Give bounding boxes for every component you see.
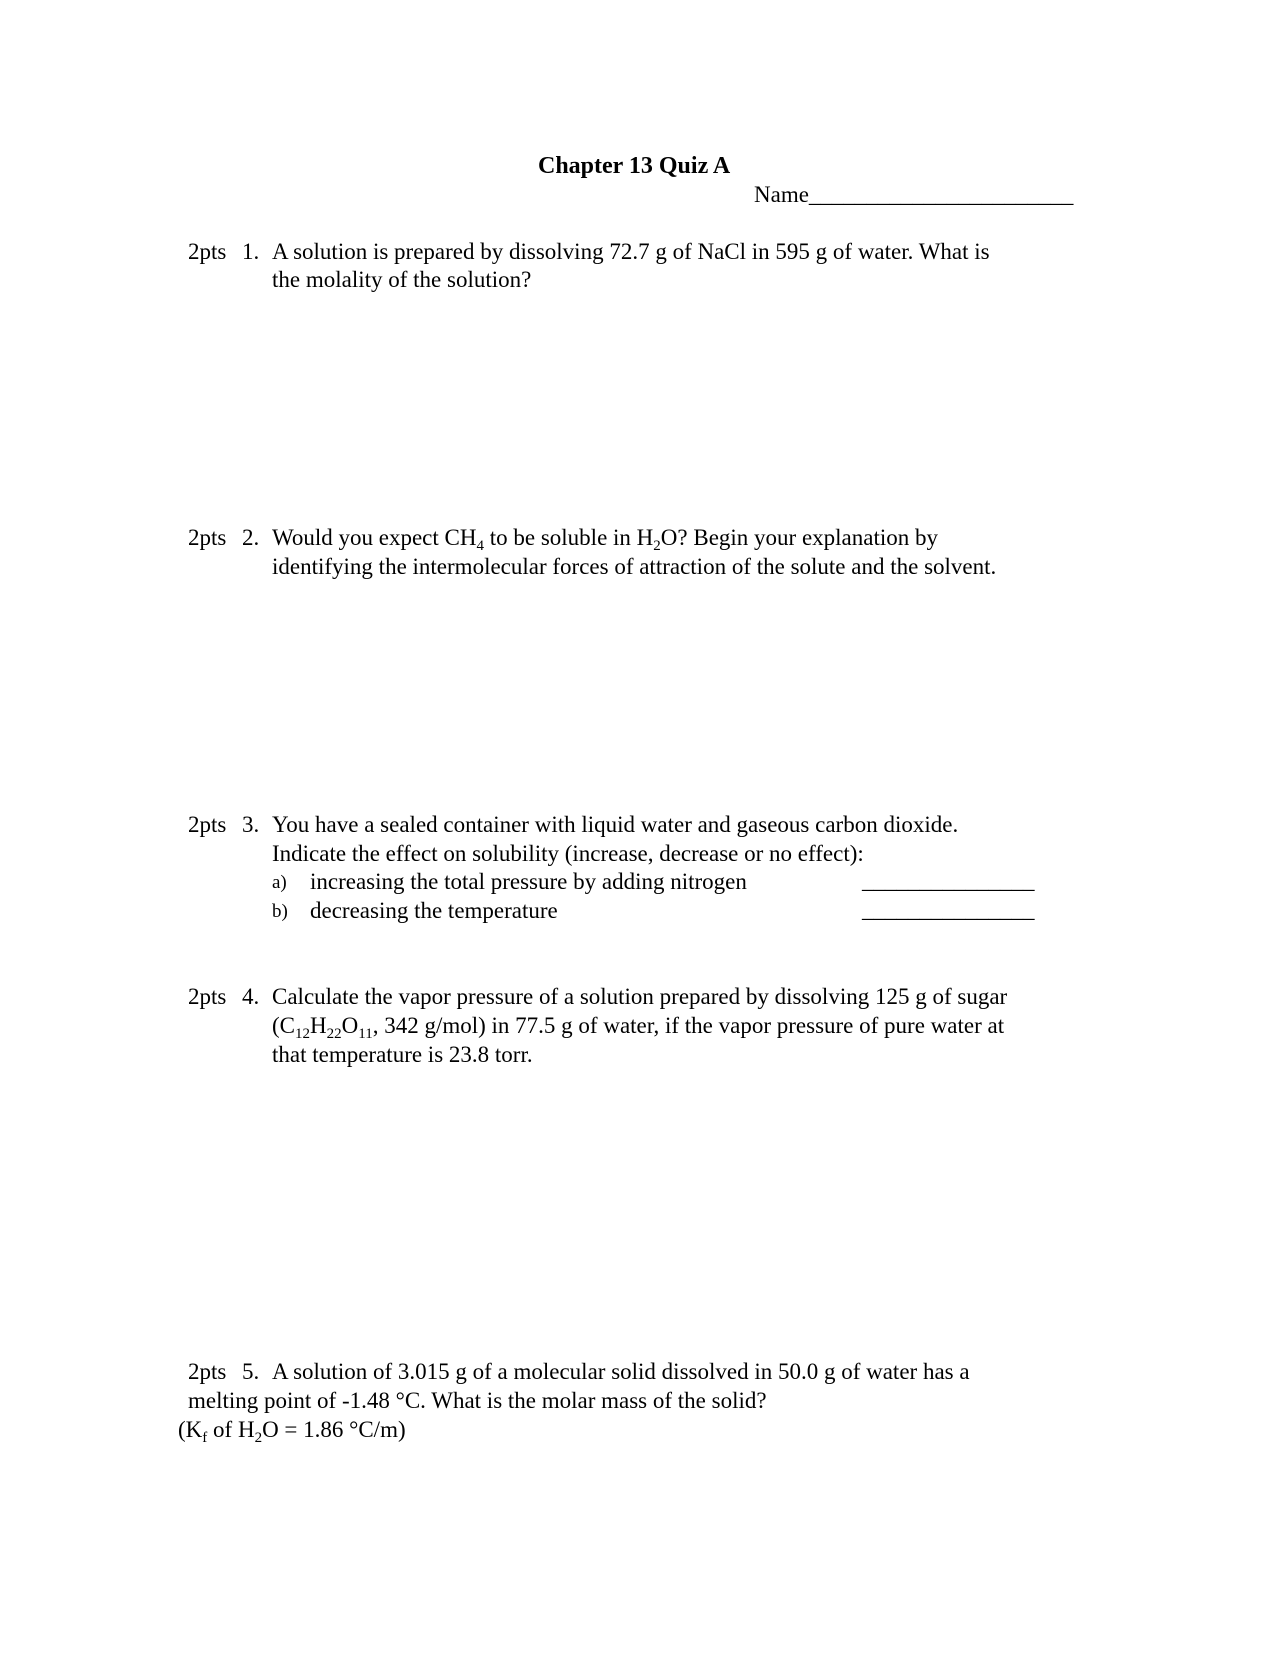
question-2-text-line-2: identifying the intermolecular forces of attraction of the solute and the solvent. [272, 554, 997, 579]
question-4-text-part: O [341, 1013, 359, 1038]
subscript: 22 [326, 1026, 342, 1042]
question-1-number: 1. [242, 239, 260, 264]
question-1-text-line-1: A solution is prepared by dissolving 72.7 g of NaCl in 595 g of water. What is [272, 239, 990, 264]
option-b-answer-blank[interactable]: _______________ [862, 897, 1035, 922]
question-5-text-line-1: A solution of 3.015 g of a molecular solid dissolved in 50.0 g of water has a [272, 1359, 970, 1384]
question-5-text-part: (K [178, 1417, 203, 1442]
question-1-points: 2pts [188, 239, 227, 264]
question-2-text-part: to be soluble in H [483, 525, 654, 550]
question-4-text-part: (C [272, 1013, 295, 1038]
question-4-text-line-1: Calculate the vapor pressure of a solution prepared by dissolving 125 g of sugar [272, 984, 1008, 1009]
question-3-text-line-1: You have a sealed container with liquid water and gaseous carbon dioxide. [272, 812, 959, 837]
question-4-text-line-3: that temperature is 23.8 torr. [272, 1042, 533, 1067]
question-5-text-line-2: melting point of -1.48 °C. What is the molar mass of the solid? [188, 1388, 767, 1413]
quiz-title: Chapter 13 Quiz A [538, 153, 731, 179]
question-3-points: 2pts [188, 812, 227, 837]
question-4-points: 2pts [188, 984, 227, 1009]
question-5-text-part: O = 1.86 °C/m) [262, 1417, 406, 1442]
subscript: 11 [358, 1026, 373, 1042]
subscript: 4 [476, 538, 484, 554]
question-2-text-part: O? Begin your explanation by [660, 525, 938, 550]
question-4-text-part: , 342 g/mol) in 77.5 g of water, if the vapor pressure of pure water at [372, 1013, 1005, 1038]
question-3-number: 3. [242, 812, 260, 837]
question-4-text-part: H [310, 1013, 327, 1038]
question-5-text-part: of H [207, 1417, 255, 1442]
question-1-text-line-2: the molality of the solution? [272, 267, 532, 292]
name-field-label: Name_______________________ [754, 182, 1074, 207]
question-2-points: 2pts [188, 525, 227, 550]
option-a-letter: a) [272, 872, 287, 893]
subscript: 2 [254, 1430, 263, 1446]
subscript: 2 [653, 538, 661, 554]
option-b-text: decreasing the temperature [310, 898, 558, 923]
option-a-answer-blank[interactable]: _______________ [862, 868, 1035, 893]
question-5-text-line-3 [178, 1415, 406, 1453]
question-5-points: 2pts [188, 1359, 227, 1384]
question-3-text-line-2: Indicate the effect on solubility (increase, decrease or no effect): [272, 841, 864, 866]
question-2-text-part: Would you expect CH [272, 525, 477, 550]
question-4-number: 4. [242, 984, 260, 1009]
subscript: f [202, 1430, 208, 1446]
subscript: 12 [295, 1026, 310, 1042]
option-a-text: increasing the total pressure by adding nitrogen [310, 869, 747, 894]
option-b-letter: b) [272, 901, 288, 922]
question-5-number: 5. [242, 1359, 260, 1384]
question-2-number: 2. [242, 525, 260, 550]
